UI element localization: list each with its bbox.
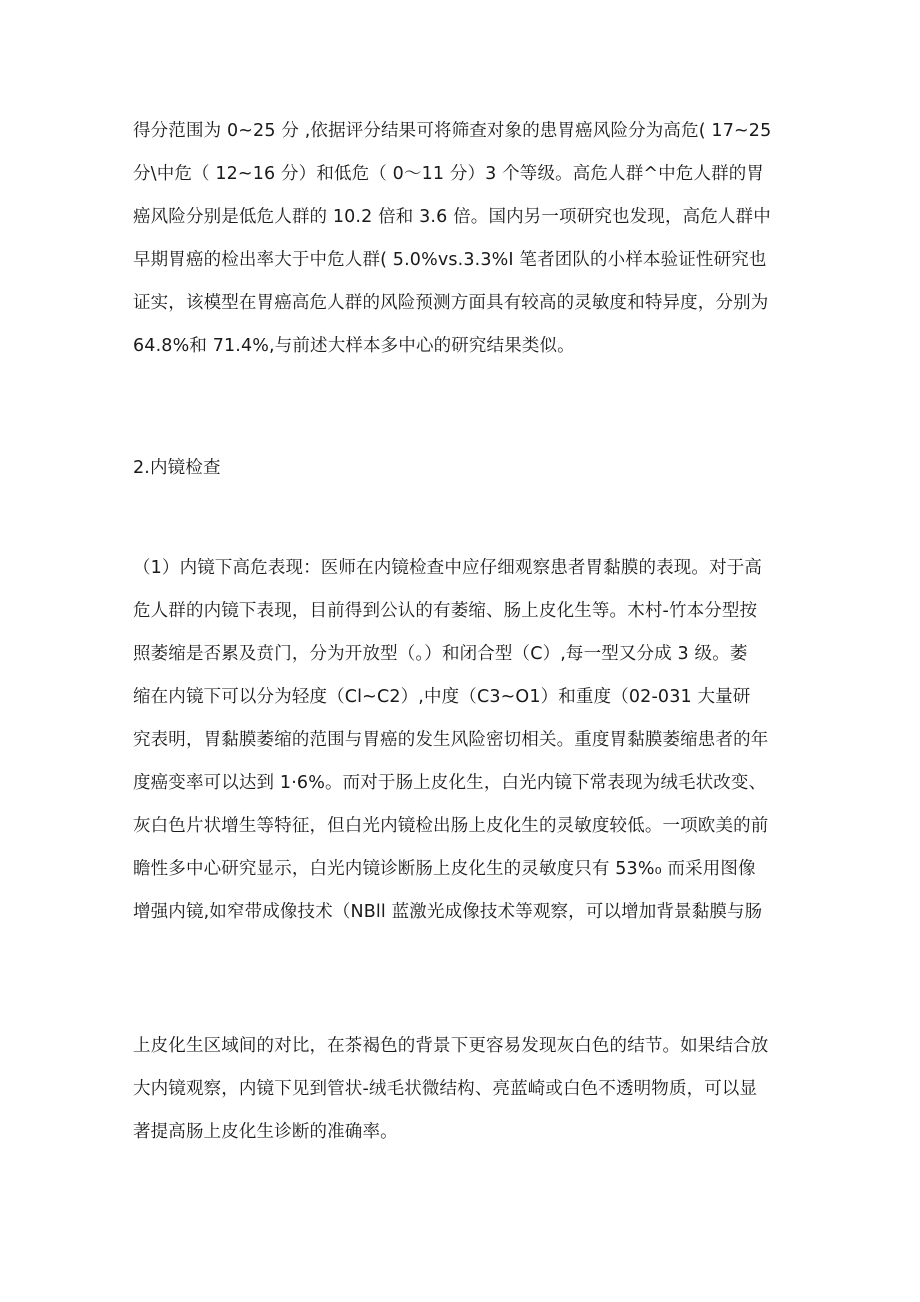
text-line: 灰白色片状增生等特征，但白光内镜检出肠上皮化生的灵敏度较低。一项欧美的前 — [133, 816, 769, 836]
text-line: 早期胃癌的检出率大于中危人群( 5.0%vs.3.3%I 笔者团队的小样本验证性研究也 — [133, 250, 767, 270]
text-line: 64.8%和 71.4%,与前述大样本多中心的研究结果类似。 — [133, 336, 575, 356]
text-line: 瞻性多中心研究显示，白光内镜诊断肠上皮化生的灵敏度只有 53%₀ 而采用图像 — [133, 859, 756, 879]
text-line: 增强内镜,如窄带成像技术（NBll 蓝激光成像技术等观察，可以增加背景黏膜与肠 — [133, 902, 763, 922]
text-line: 照萎缩是否累及贲门，分为开放型（。）和闭合型（C）,每一型又分成 3 级。萎 — [133, 644, 748, 664]
text-line: （1）内镜下高危表现：医师在内镜检查中应仔细观察患者胃黏膜的表现。对于高 — [133, 558, 763, 578]
text-line: 著提高肠上皮化生诊断的准确率。 — [133, 1122, 398, 1142]
text-line: 缩在内镜下可以分为轻度（Cl~C2）,中度（C3~O1）和重度（02-031 大量研 — [133, 687, 751, 707]
paragraph-continuation — [133, 1025, 799, 1154]
text-line: 证实，该模型在胃癌高危人群的风险预测方面具有较高的灵敏度和特异度，分别为 — [133, 293, 769, 313]
text-line: 上皮化生区域间的对比，在茶褐色的背景下更容易发现灰白色的结节。如果结合放 — [133, 1036, 769, 1056]
paragraph-risk-score — [133, 110, 799, 368]
text-line: 究表明，胃黏膜萎缩的范围与胃癌的发生风险密切相关。重度胃黏膜萎缩患者的年 — [133, 730, 769, 750]
text-line: 得分范围为 0~25 分 ,依据评分结果可将筛查对象的患胃癌风险分为高危( 17~25 — [133, 121, 772, 141]
paragraph-endoscopic-findings — [133, 547, 799, 934]
text-line: 度癌变率可以达到 1·6%。而对于肠上皮化生，白光内镜下常表现为绒毛状改变、 — [133, 773, 767, 793]
section-heading-endoscopy — [133, 447, 799, 490]
text-line: 癌风险分别是低危人群的 10.2 倍和 3.6 倍。国内另一项研究也发现，高危人群中 — [133, 207, 771, 227]
section-heading: 2.内镜检查 — [133, 458, 221, 478]
text-line: 大内镜观察，内镜下见到管状-绒毛状微结构、亮蓝崎或白色不透明物质，可以显 — [133, 1079, 758, 1099]
text-line: 危人群的内镜下表现，目前得到公认的有萎缩、肠上皮化生等。木村-竹本分型按 — [133, 601, 758, 621]
text-line: 分\中危（ 12~16 分）和低危（ 0〜11 分）3 个等级。高危人群^中危人群的胃 — [133, 164, 765, 184]
